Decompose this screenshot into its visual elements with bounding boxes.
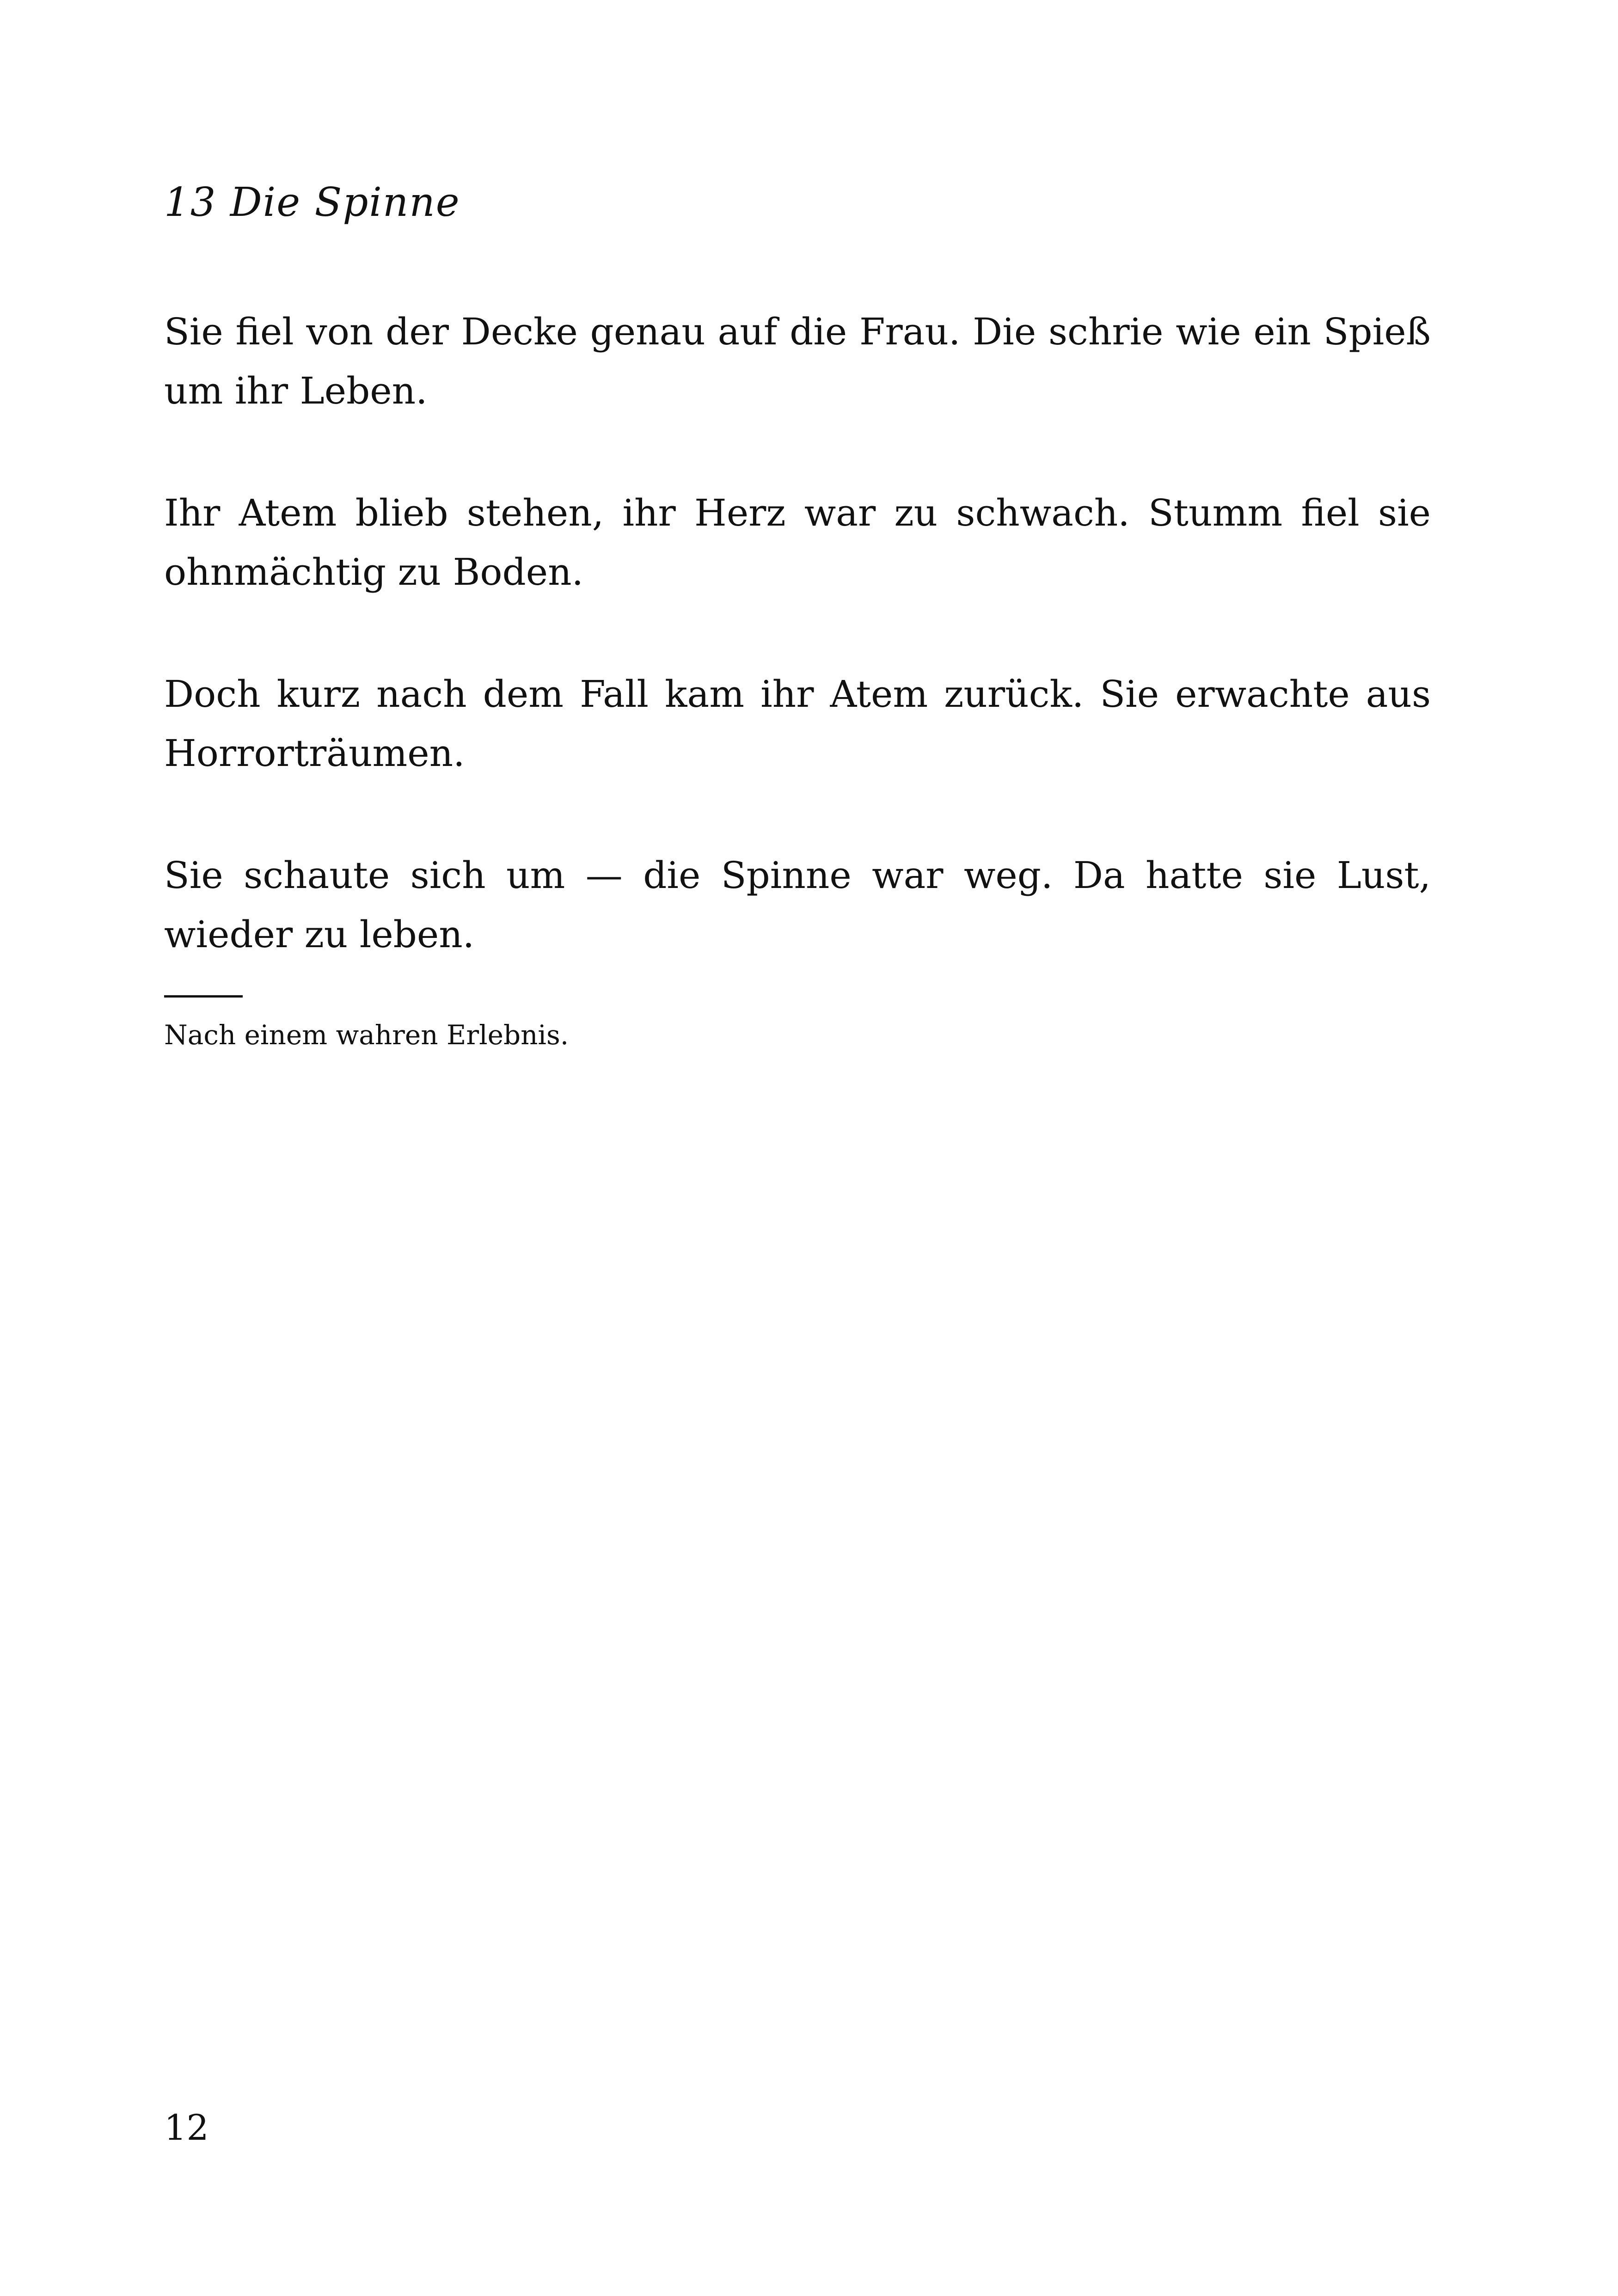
poem-paragraph: Doch kurz nach dem Fall kam ihr Atem zurück. Sie erwachte aus Horrorträumen. (164, 673, 1431, 775)
poem-paragraph: Ihr Atem blieb stehen, ihr Herz war zu schwach. Stumm fiel sie ohnmächtig zu Boden. (164, 491, 1431, 594)
poem-paragraph: Sie schaute sich um — die Spinne war weg. Da hatte sie Lust, wieder zu leben. (164, 854, 1431, 956)
footnote-divider (164, 995, 243, 998)
page-number: 12 (164, 2107, 209, 2148)
footnote: Nach einem wahren Erlebnis. (164, 1019, 569, 1051)
chapter-title: 13 Die Spinne (164, 179, 460, 226)
poem-paragraph: Sie fiel von der Decke genau auf die Frau. Die schrie wie ein Spieß um ihr Leben. (164, 310, 1431, 412)
